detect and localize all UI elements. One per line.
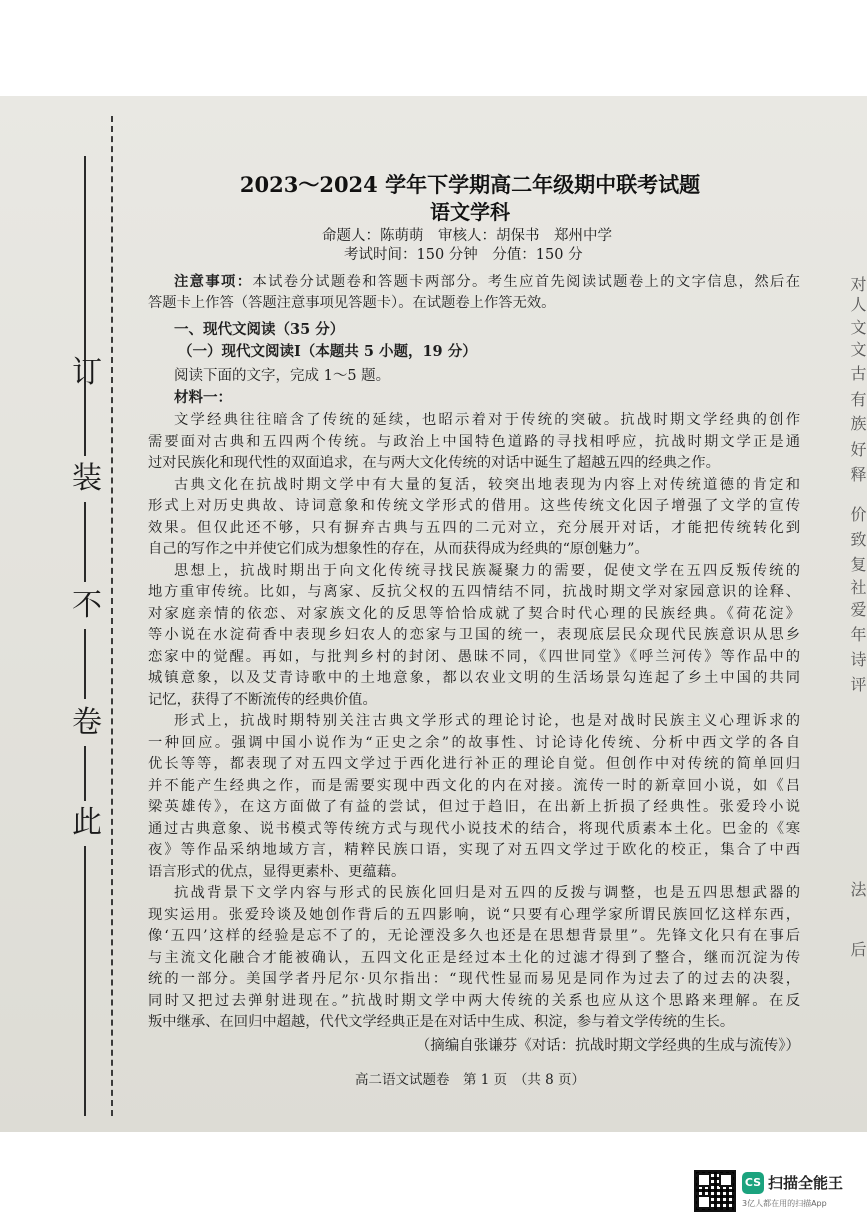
edge-char: 复	[850, 555, 867, 574]
edge-char: 社	[850, 578, 867, 597]
binding-rule	[84, 502, 86, 582]
section-subheading: （一）现代文阅读Ⅰ（本题共 5 小题，19 分）	[178, 343, 477, 360]
passage-line: 语言形式的优点，显得更素朴、更蕴藉。	[148, 863, 406, 880]
passage-line: 思想上，抗战时期出于向文化传统寻找民族凝聚力的需要，促使文学在五四反叛传统的	[174, 562, 800, 579]
passage-line: 夜》等作品采纳地域方言，精粹民族口语，实现了对五四文学过于欧化的校正，集合了中西	[148, 842, 800, 858]
edge-char: 文	[850, 340, 867, 359]
edge-char: 对	[850, 275, 867, 294]
scanner-brand: 扫描全能王	[768, 1174, 844, 1192]
passage-line: 通过古典意象、说书模式等传统方式与现代小说技术的结合，将现代质素本土化。巴金的《寒	[148, 820, 800, 837]
passage-line: 文学经典往往暗含了传统的延续，也昭示着对于传统的突破。抗战时期文学经典的创作	[174, 412, 800, 428]
binding-gap	[84, 396, 86, 456]
instruction: 阅读下面的文字，完成 1～5 题。	[174, 368, 391, 384]
passage-line: 效果。但仅此还不够，只有摒弃古典与五四的二元对立，充分展开对话，才能把传统转化到	[148, 519, 800, 536]
edge-char: 爱	[850, 600, 867, 619]
scanner-tagline: 3亿人都在用的扫描App	[742, 1199, 827, 1208]
passage-line: 地方重审传统。比如，与离家、反抗父权的五四情结不同，抗战时期文学对家园意识的诠释、	[148, 584, 800, 600]
passage-line: 一种回应。强调中国小说作为“正史之余”的故事性、讨论诗化传统、分析中西文学的各自	[148, 734, 800, 751]
passage-line: 城镇意象，以及艾青诗歌中的土地意象，都以农业文明的生活场景勾连起了乡土中国的共同	[148, 670, 800, 686]
binding-rule	[84, 629, 86, 699]
notice-line-2: 答题卡上作答（答题注意事项见答题卡）。在试题卷上作答无效。	[148, 295, 556, 311]
authors-line: 命题人：陈萌萌 审核人：胡保书 郑州中学	[322, 228, 612, 244]
binding-dashed-line	[111, 116, 113, 1116]
passage-line: 同时又把过去弹射进现在。”抗战时期文学中两大传统的关系也应从这个思路来理解。在反	[148, 992, 800, 1009]
camscanner-logo-icon: CS	[742, 1172, 764, 1194]
binding-char: 装	[72, 461, 102, 496]
notice-line-1	[174, 272, 800, 292]
passage-line: 与主流文化融合才能被确认，五四文化正是经过本土化的过滤才得到了整合，继而沉淀为传	[148, 949, 800, 966]
edge-char: 诗	[850, 650, 867, 669]
material-label: 材料一：	[174, 389, 232, 406]
passage-line: 过对民族化和现代性的双面追求，在与两大文化传统的对话中诞生了超越五四的经典之作。	[148, 455, 720, 471]
edge-char: 法	[850, 880, 867, 899]
passage-line: 现实运用。张爱玲谈及她创作背后的五四影响，说“只要有心理学家所谓民族回忆这样东西，	[148, 906, 800, 923]
passage-line: 优长等等，都表现了对五四文学过于西化进行补正的理论自觉。但创作中对传统的简单回归	[148, 756, 800, 772]
notice-label: 注意事项：	[174, 274, 253, 290]
passage-line: 记忆，获得了不断流传的经典价值。	[148, 691, 377, 708]
section-heading: 一、现代文阅读（35 分）	[174, 321, 345, 338]
edge-char: 人	[850, 295, 867, 314]
edge-char: 致	[850, 530, 867, 549]
subject-title: 语文学科	[430, 200, 510, 224]
edge-char: 释	[850, 465, 867, 484]
edge-char: 后	[850, 940, 867, 959]
edge-char: 族	[850, 414, 867, 433]
passage-line: 需要面对古典和五四两个传统。与政治上中国特色道路的寻找相呼应，抗战时期文学正是通	[148, 433, 800, 450]
passage-line: 抗战背景下文学内容与形式的民族化回归是对五四的反拨与调整，也是五四思想武器的	[174, 885, 800, 901]
passage-line: 形式上对历史典故、诗词意象和传统文学形式的借用。这些传统文化因子增强了文学的宣传	[148, 498, 800, 514]
binding-char: 卷	[72, 705, 102, 740]
passage-line: 自己的写作之中并使它们成为想象性的存在，从而获得成为经典的“原创魅力”。	[148, 541, 649, 557]
passage-line: 等小说在水淀荷香中表现乡妇农人的恋家与卫国的统一，表现底层民众现代民族意识从思乡	[148, 627, 800, 643]
exam-title: 2023～2024 学年下学期高二年级期中联考试题	[239, 172, 701, 197]
exam-info: 考试时间：150 分钟 分值：150 分	[344, 247, 583, 263]
passage-line: 梁英雄传》，在这方面做了有益的尝试，但过于趋旧，在出新上折损了经典性。张爱玲小说	[148, 799, 800, 815]
edge-char: 年	[850, 625, 867, 644]
binding-char: 不	[72, 588, 102, 623]
binding-char: 此	[72, 805, 102, 840]
notice-text: 本试卷分试题卷和答题卡两部分。考生应首先阅读试题卷上的文字信息，然后在	[252, 274, 801, 290]
passage-line: 并不能产生经典之作，而是需要实现中西文化的内在对接。流传一时的新章回小说，如《吕	[148, 777, 800, 794]
edge-char: 好	[850, 440, 867, 459]
binding-rule	[84, 746, 86, 801]
passage-line: 形式上，抗战时期特别关注古典文学形式的理论讨论，也是对战时民族主义心理诉求的	[174, 713, 800, 729]
citation: （摘编自张谦芬《对话：抗战时期文学经典的生成与流传》）	[415, 1038, 800, 1054]
page-footer: 高二语文试题卷 第 1 页 （共 8 页）	[354, 1072, 586, 1088]
binding-char: 订	[72, 355, 102, 390]
edge-char: 文	[850, 318, 867, 337]
passage-line: 叛中继承、在回归中超越，代代文学经典正是在对话中生成、积淀，参与着文学传统的生长。	[148, 1014, 735, 1030]
passage-line: 恋家中的觉醒。再如，与批判乡村的封闭、愚昧不同，《四世同堂》《呼兰河传》等作品中的	[148, 648, 800, 665]
edge-char: 价	[850, 505, 867, 524]
edge-char: 古	[850, 364, 867, 383]
edge-char: 评	[850, 675, 867, 694]
passage-line: 古典文化在抗战时期文学中有大量的复活，较突出地表现为内容上对传统道德的肯定和	[174, 476, 800, 493]
passage-line: 统的一部分。美国学者丹尼尔·贝尔指出：“现代性显而易见是同作为过去了的过去的决裂，	[148, 971, 800, 987]
qr-code-icon	[694, 1170, 736, 1212]
passage-line: 像‘五四’这样的经验是忘不了的，无论湮没多久也还是在思想背景里”。先锋文化只有在事后	[148, 928, 800, 944]
edge-char: 有	[850, 390, 867, 409]
binding-rule	[84, 846, 86, 1116]
passage-line: 对家庭亲情的依恋、对家族文化的反思等恰恰成就了契合时代心理的民族经典。《荷花淀》	[148, 605, 800, 622]
